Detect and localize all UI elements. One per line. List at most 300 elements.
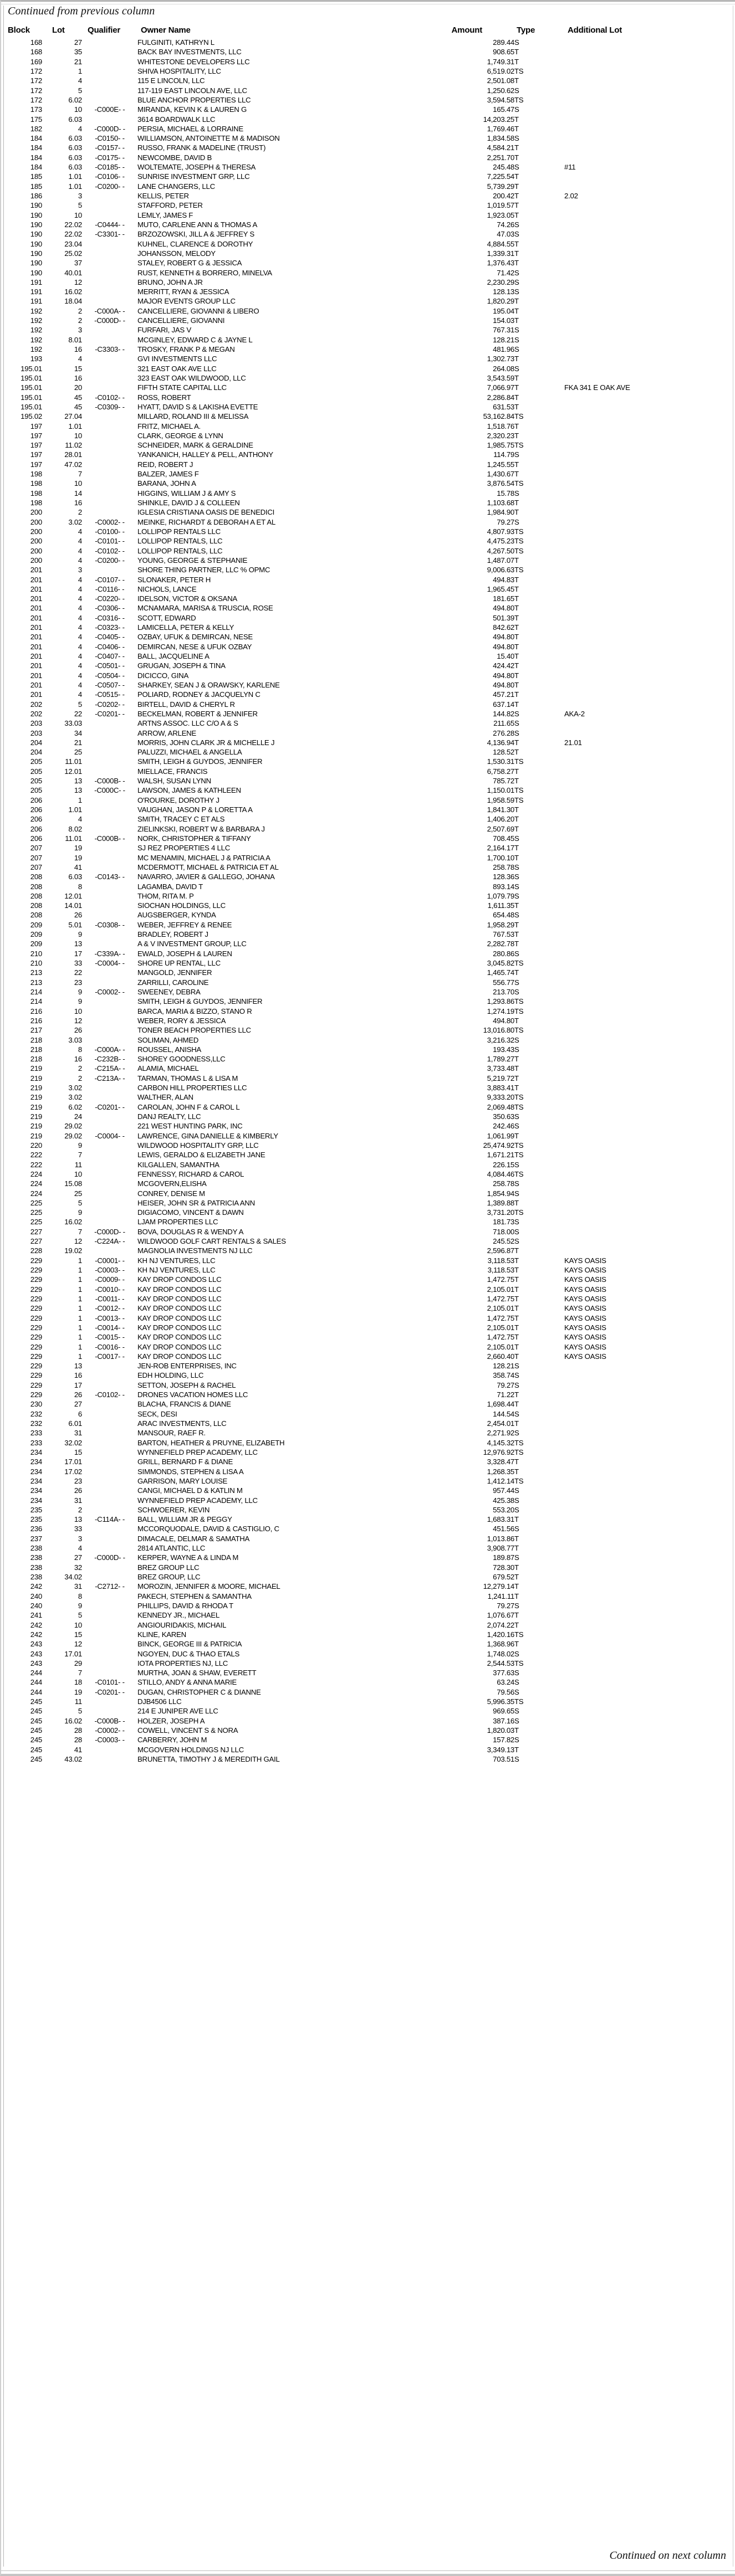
cell-qualifier <box>82 95 137 105</box>
cell-lot: 18.04 <box>64 297 82 306</box>
cell-additional-lot <box>564 1438 729 1448</box>
cell-block: 201 <box>30 652 42 660</box>
cell-amount: 264.08 <box>493 364 514 373</box>
cell-additional-lot <box>564 1025 729 1035</box>
cell-additional-lot <box>564 1687 729 1697</box>
cell-additional-lot <box>564 1092 729 1102</box>
cell-owner-name: BRUNO, JOHN A JR <box>137 278 203 286</box>
cell-amount: 1,958.59 <box>487 796 514 804</box>
cell-lot: 8.01 <box>68 335 82 344</box>
cell-block: 208 <box>30 882 42 891</box>
cell-additional-lot <box>564 1381 729 1390</box>
cell-additional-lot <box>564 556 729 565</box>
cell-qualifier: -C0150- - <box>95 134 125 143</box>
cell-lot: 11.01 <box>65 834 82 843</box>
cell-type: TS <box>514 997 524 1006</box>
cell-owner-name: REID, ROBERT J <box>137 460 193 469</box>
cell-block: 201 <box>30 642 42 651</box>
cell-amount: 1,268.35 <box>487 1467 514 1476</box>
cell-additional-lot <box>564 651 729 661</box>
cell-amount: 25,474.92 <box>483 1141 514 1150</box>
cell-type: T <box>514 623 519 632</box>
table-row <box>6 1697 729 1706</box>
table-row <box>6 1342 729 1352</box>
cell-lot: 24 <box>74 1112 82 1121</box>
cell-type: TS <box>514 1026 524 1035</box>
cell-type: T <box>514 853 519 862</box>
cell-lot: 31 <box>74 1429 82 1438</box>
table-row <box>6 1687 729 1697</box>
table-row <box>6 1457 729 1466</box>
cell-additional-lot <box>564 1639 729 1649</box>
column-header-amount: Amount <box>451 25 482 35</box>
cell-block: 242 <box>30 1620 42 1629</box>
table-row <box>6 402 729 412</box>
cell-qualifier <box>82 565 137 574</box>
cell-additional-lot: FKA 341 E OAK AVE <box>564 383 630 392</box>
cell-qualifier <box>82 1505 137 1515</box>
table-row <box>6 498 729 507</box>
cell-qualifier <box>82 76 137 85</box>
table-row <box>6 220 729 229</box>
cell-owner-name: MILLARD, ROLAND III & MELISSA <box>137 412 249 421</box>
cell-qualifier <box>82 239 137 249</box>
table-row <box>6 95 729 105</box>
table-row <box>6 354 729 363</box>
cell-qualifier: -C0201- - <box>95 1102 125 1111</box>
cell-owner-name: MEINKE, RICHARDT & DEBORAH A ET AL <box>137 517 275 526</box>
table-row <box>6 76 729 85</box>
cell-block: 195.01 <box>21 383 42 392</box>
cell-owner-name: HYATT, DAVID S & LAKISHA EVETTE <box>137 402 258 411</box>
cell-amount: 387.16 <box>493 1716 514 1725</box>
cell-additional-lot <box>564 38 729 47</box>
cell-qualifier <box>82 1150 137 1159</box>
cell-owner-name: KAY DROP CONDOS LLC <box>137 1342 222 1351</box>
cell-block: 229 <box>30 1304 42 1313</box>
cell-lot: 10 <box>74 1620 82 1629</box>
cell-lot: 16 <box>74 373 82 382</box>
cell-owner-name: RUST, KENNETH & BORRERO, MINELVA <box>137 268 272 277</box>
cell-type: S <box>514 1736 519 1744</box>
cell-additional-lot <box>564 354 729 363</box>
cell-type: T <box>514 777 519 786</box>
cell-amount: 1,150.01 <box>487 786 514 795</box>
cell-additional-lot <box>564 450 729 459</box>
cell-block: 207 <box>30 863 42 871</box>
cell-block: 206 <box>30 834 42 843</box>
cell-amount: 289.44 <box>493 38 514 47</box>
cell-owner-name: SHOREY GOODNESS,LLC <box>137 1055 226 1064</box>
cell-lot: 3.02 <box>68 1084 82 1092</box>
cell-block: 214 <box>30 987 42 996</box>
cell-block: 241 <box>30 1611 42 1620</box>
cell-block: 210 <box>30 959 42 967</box>
cell-type: T <box>514 1256 519 1265</box>
cell-owner-name: MAJOR EVENTS GROUP LLC <box>137 297 236 306</box>
cell-lot: 2 <box>78 1064 82 1073</box>
cell-lot: 1 <box>78 1323 82 1332</box>
cell-block: 201 <box>30 680 42 689</box>
cell-amount: 1,013.86 <box>487 1534 514 1543</box>
cell-qualifier <box>82 1160 137 1169</box>
cell-amount: 1,376.43 <box>487 259 514 268</box>
cell-lot: 40.01 <box>64 268 82 277</box>
cell-amount: 494.80 <box>493 642 514 651</box>
table-row <box>6 1265 729 1275</box>
cell-additional-lot <box>564 603 729 613</box>
cell-lot: 4 <box>78 76 82 85</box>
cell-amount: 1,789.27 <box>487 1055 514 1064</box>
table-row <box>6 1074 729 1083</box>
cell-qualifier <box>82 1381 137 1390</box>
table-row <box>6 680 729 690</box>
cell-block: 191 <box>30 278 42 286</box>
cell-additional-lot: KAYS OASIS <box>564 1352 606 1361</box>
cell-owner-name: SJ REZ PROPERTIES 4 LLC <box>137 844 230 853</box>
cell-block: 198 <box>30 470 42 479</box>
cell-block: 229 <box>30 1313 42 1322</box>
cell-additional-lot: 21.01 <box>564 738 582 747</box>
cell-owner-name: KILGALLEN, SAMANTHA <box>137 1160 220 1169</box>
cell-amount: 195.04 <box>493 306 514 315</box>
cell-additional-lot <box>564 1745 729 1754</box>
cell-lot: 7 <box>78 1151 82 1159</box>
cell-block: 206 <box>30 796 42 804</box>
cell-additional-lot <box>564 1121 729 1131</box>
cell-additional-lot <box>564 1543 729 1553</box>
cell-owner-name: GRILL, BERNARD F & DIANE <box>137 1458 233 1466</box>
cell-amount: 494.83 <box>493 575 514 584</box>
table-row <box>6 1294 729 1304</box>
cell-lot: 9 <box>78 997 82 1006</box>
cell-owner-name: PALUZZI, MICHAEL & ANGELLA <box>137 748 242 757</box>
cell-additional-lot: KAYS OASIS <box>564 1304 606 1313</box>
cell-qualifier <box>82 1409 137 1419</box>
cell-qualifier: -C0323- - <box>95 623 125 632</box>
cell-type: S <box>514 1669 519 1677</box>
column-header-qualifier: Qualifier <box>88 25 121 35</box>
cell-owner-name: GARRISON, MARY LOUISE <box>137 1476 228 1485</box>
cell-owner-name: SIOCHAN HOLDINGS, LLC <box>137 901 226 910</box>
cell-lot: 1 <box>78 1352 82 1361</box>
cell-additional-lot <box>564 863 729 872</box>
cell-qualifier <box>82 1572 137 1582</box>
cell-owner-name: LANE CHANGERS, LLC <box>137 182 215 191</box>
cell-qualifier <box>82 1534 137 1543</box>
cell-lot: 1 <box>78 1313 82 1322</box>
cell-additional-lot: AKA-2 <box>564 709 585 718</box>
cell-owner-name: ALAMIA, MICHAEL <box>137 1064 199 1073</box>
cell-qualifier <box>82 440 137 450</box>
cell-additional-lot <box>564 1726 729 1735</box>
cell-amount: 494.80 <box>493 1016 514 1025</box>
cell-amount: 154.03 <box>493 316 514 325</box>
cell-additional-lot <box>564 1630 729 1639</box>
cell-owner-name: MAGNOLIA INVESTMENTS NJ LLC <box>137 1246 253 1255</box>
table-row <box>6 1582 729 1591</box>
cell-owner-name: BARCA, MARIA & BIZZO, STANO R <box>137 1007 252 1015</box>
cell-owner-name: ROSS, ROBERT <box>137 393 191 402</box>
cell-block: 190 <box>30 239 42 248</box>
cell-block: 229 <box>30 1294 42 1303</box>
cell-amount: 12,279.14 <box>483 1582 514 1591</box>
cell-block: 201 <box>30 623 42 632</box>
cell-block: 208 <box>30 911 42 920</box>
table-row <box>6 968 729 977</box>
table-row <box>6 997 729 1006</box>
cell-type: S <box>514 834 519 843</box>
table-row <box>6 47 729 57</box>
cell-type: T <box>514 575 519 584</box>
cell-lot: 6.03 <box>68 115 82 124</box>
cell-type: S <box>514 911 519 920</box>
cell-lot: 13 <box>74 940 82 948</box>
cell-block: 220 <box>30 1141 42 1150</box>
table-row <box>6 814 729 824</box>
cell-additional-lot <box>564 814 729 824</box>
cell-type: TS <box>514 1141 524 1150</box>
cell-amount: 1,611.35 <box>487 901 514 910</box>
table-row <box>6 1486 729 1495</box>
cell-owner-name: CONREY, DENISE M <box>137 1189 205 1198</box>
cell-amount: 79.56 <box>497 1687 514 1696</box>
cell-amount: 128.13 <box>493 288 514 296</box>
cell-block: 202 <box>30 700 42 709</box>
cell-additional-lot <box>564 594 729 603</box>
cell-amount: 4,145.32 <box>487 1438 514 1447</box>
cell-additional-lot <box>564 105 729 114</box>
cell-lot: 2 <box>78 1074 82 1082</box>
cell-qualifier <box>82 805 137 814</box>
cell-owner-name: MOROZIN, JENNIFER & MOORE, MICHAEL <box>137 1582 280 1591</box>
table-row <box>6 1630 729 1639</box>
cell-owner-name: BREZ GROUP, LLC <box>137 1573 201 1581</box>
cell-type: T <box>514 1620 519 1629</box>
cell-type: T <box>514 1074 519 1082</box>
table-row <box>6 690 729 699</box>
cell-type: TS <box>514 796 524 804</box>
cell-qualifier: -C0004- - <box>95 1131 125 1140</box>
cell-additional-lot <box>564 1496 729 1505</box>
cell-amount: 1,472.75 <box>487 1333 514 1342</box>
cell-type: T <box>514 584 519 593</box>
cell-lot: 14.01 <box>64 901 82 910</box>
cell-lot: 5 <box>78 1611 82 1620</box>
cell-type: S <box>514 728 519 737</box>
cell-additional-lot <box>564 920 729 930</box>
cell-qualifier <box>82 1179 137 1188</box>
cell-amount: 1,339.31 <box>487 249 514 258</box>
table-row <box>6 1534 729 1543</box>
cell-lot: 27 <box>74 1553 82 1562</box>
cell-type: S <box>514 268 519 277</box>
cell-lot: 21 <box>74 738 82 747</box>
cell-owner-name: 2814 ATLANTIC, LLC <box>137 1544 206 1553</box>
cell-owner-name: STILLO, ANDY & ANNA MARIE <box>137 1678 237 1687</box>
cell-amount: 2,105.01 <box>487 1342 514 1351</box>
cell-amount: 3,118.53 <box>487 1266 514 1274</box>
cell-type: S <box>514 489 519 497</box>
table-row <box>6 565 729 574</box>
cell-owner-name: WILDWOOD GOLF CART RENTALS & SALES <box>137 1237 286 1246</box>
table-row <box>6 1381 729 1390</box>
cell-owner-name: LEMLY, JAMES F <box>137 211 193 219</box>
cell-qualifier <box>82 757 137 766</box>
cell-lot: 1 <box>78 1256 82 1265</box>
cell-type: T <box>514 680 519 689</box>
cell-block: 244 <box>30 1669 42 1677</box>
cell-block: 195.01 <box>21 402 42 411</box>
cell-type: T <box>514 1275 519 1284</box>
cell-additional-lot <box>564 76 729 85</box>
cell-block: 242 <box>30 1630 42 1639</box>
cell-type: TS <box>514 1102 524 1111</box>
cell-block: 201 <box>30 594 42 603</box>
cell-lot: 27.04 <box>64 412 82 421</box>
cell-qualifier <box>82 469 137 479</box>
cell-block: 209 <box>30 930 42 939</box>
cell-qualifier <box>82 1217 137 1227</box>
cell-additional-lot <box>564 373 729 383</box>
cell-owner-name: WYNNEFIELD PREP ACADEMY, LLC <box>137 1448 258 1456</box>
cell-block: 225 <box>30 1218 42 1227</box>
table-row <box>6 1179 729 1188</box>
cell-type: S <box>514 86 519 95</box>
cell-amount: 1,079.79 <box>487 891 514 900</box>
cell-type: T <box>514 1333 519 1342</box>
cell-block: 219 <box>30 1102 42 1111</box>
cell-amount: 3,118.53 <box>487 1256 514 1265</box>
cell-type: T <box>514 1582 519 1591</box>
cell-lot: 20 <box>74 383 82 392</box>
table-row <box>6 412 729 421</box>
cell-additional-lot: KAYS OASIS <box>564 1294 606 1303</box>
cell-type: T <box>514 930 519 939</box>
cell-qualifier: -C0101- - <box>95 537 125 546</box>
cell-lot: 32.02 <box>64 1438 82 1447</box>
cell-type: TS <box>514 1093 524 1102</box>
table-row <box>6 987 729 997</box>
cell-additional-lot <box>564 1505 729 1515</box>
continued-from-previous-column-label: Continued from previous column <box>8 5 155 17</box>
table-row <box>6 258 729 268</box>
cell-amount: 728.30 <box>493 1563 514 1572</box>
cell-type: T <box>514 748 519 757</box>
cell-amount: 1,472.75 <box>487 1313 514 1322</box>
cell-lot: 23 <box>74 1476 82 1485</box>
cell-additional-lot <box>564 958 729 968</box>
cell-owner-name: OZBAY, UFUK & DEMIRCAN, NESE <box>137 633 253 642</box>
cell-additional-lot <box>564 1697 729 1706</box>
cell-lot: 13 <box>74 1515 82 1524</box>
cell-qualifier <box>82 1035 137 1045</box>
cell-amount: 63.24 <box>497 1678 514 1687</box>
cell-owner-name: SUNRISE INVESTMENT GRP, LLC <box>137 172 250 181</box>
cell-type: T <box>514 355 519 363</box>
cell-qualifier: -C0308- - <box>95 920 125 929</box>
cell-block: 233 <box>30 1438 42 1447</box>
table-row <box>6 978 729 987</box>
cell-qualifier <box>82 1361 137 1371</box>
cell-lot: 33.03 <box>64 719 82 728</box>
cell-owner-name: 117-119 EAST LINCOLN AVE, LLC <box>137 86 247 95</box>
cell-lot: 25.02 <box>64 249 82 258</box>
cell-owner-name: WHITESTONE DEVELOPERS LLC <box>137 57 250 66</box>
cell-owner-name: SHORE THING PARTNER, LLC % OPMC <box>137 566 270 574</box>
table-row <box>6 738 729 747</box>
cell-type: T <box>514 201 519 210</box>
cell-block: 192 <box>30 306 42 315</box>
cell-additional-lot <box>564 719 729 728</box>
table-row <box>6 1045 729 1054</box>
cell-type: S <box>514 1160 519 1169</box>
table-row <box>6 1131 729 1141</box>
cell-block: 198 <box>30 489 42 497</box>
cell-lot: 19.02 <box>64 1246 82 1255</box>
cell-owner-name: 221 WEST HUNTING PARK, INC <box>137 1122 243 1131</box>
cell-owner-name: IDELSON, VICTOR & OKSANA <box>137 594 237 603</box>
cell-qualifier <box>82 1754 137 1764</box>
cell-type: T <box>514 738 519 747</box>
cell-amount: 637.14 <box>493 700 514 709</box>
cell-block: 219 <box>30 1074 42 1082</box>
cell-qualifier: -C0011- - <box>95 1294 125 1303</box>
cell-additional-lot <box>564 1572 729 1582</box>
table-row <box>6 651 729 661</box>
cell-additional-lot <box>564 1169 729 1179</box>
cell-qualifier <box>82 1668 137 1677</box>
cell-amount: 1,472.75 <box>487 1294 514 1303</box>
cell-lot: 11 <box>74 1697 82 1706</box>
cell-type: S <box>514 1678 519 1687</box>
cell-owner-name: FIFTH STATE CAPITAL LLC <box>137 383 227 392</box>
table-row <box>6 671 729 680</box>
cell-block: 209 <box>30 940 42 948</box>
cell-qualifier <box>82 431 137 440</box>
cell-additional-lot <box>564 1419 729 1428</box>
cell-qualifier <box>82 1399 137 1409</box>
table-row <box>6 239 729 249</box>
cell-amount: 969.65 <box>493 1707 514 1716</box>
table-row <box>6 805 729 814</box>
cell-additional-lot <box>564 211 729 220</box>
cell-amount: 350.63 <box>493 1112 514 1121</box>
cell-type: S <box>514 1486 519 1495</box>
cell-type: T <box>514 115 519 124</box>
table-row <box>6 1025 729 1035</box>
cell-qualifier <box>82 1169 137 1179</box>
cell-lot: 4 <box>78 584 82 593</box>
cell-type: TS <box>514 1448 524 1456</box>
cell-type: S <box>514 1649 519 1658</box>
cell-block: 224 <box>30 1169 42 1178</box>
table-row <box>6 1610 729 1620</box>
cell-amount: 2,596.87 <box>487 1246 514 1255</box>
cell-amount: 2,320.23 <box>487 431 514 440</box>
cell-qualifier <box>82 325 137 335</box>
cell-type: T <box>514 642 519 651</box>
cell-amount: 258.78 <box>493 863 514 871</box>
cell-owner-name: MANSOUR, RAEF R. <box>137 1429 206 1438</box>
cell-type: T <box>514 805 519 814</box>
cell-additional-lot <box>564 1706 729 1716</box>
continued-on-next-column-label: Continued on next column <box>609 2549 726 2562</box>
cell-additional-lot <box>564 1361 729 1371</box>
cell-type: T <box>514 633 519 642</box>
cell-additional-lot <box>564 853 729 863</box>
cell-type: T <box>514 249 519 258</box>
